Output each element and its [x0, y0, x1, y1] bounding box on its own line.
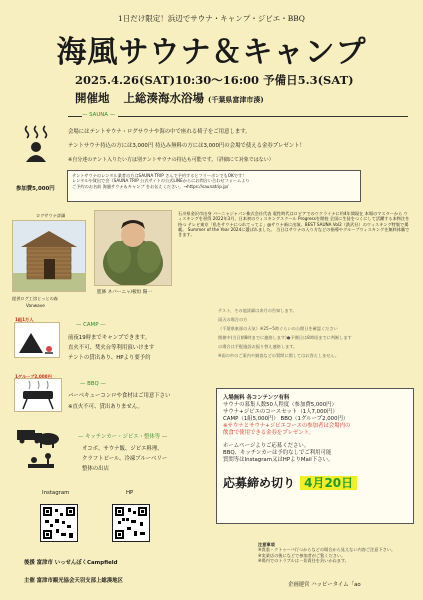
info-line-1: テスト、その他詳細は来月の告知します。 [218, 308, 297, 313]
log-sauna-caption-sub: Vanwave [26, 303, 45, 308]
hp-qr-code[interactable] [112, 504, 150, 542]
boar-icon [34, 430, 62, 448]
organizer-line: 主催 富津市観光協会天羽支部上総湊地区 [24, 578, 123, 584]
note-3: ※場内でのトラブルは一切責任を負いかねます。 [258, 558, 349, 564]
camp-line-1: 前夜19時までキャンプできます。 [68, 335, 151, 341]
gibier-heading: — キッチンカー・ジビエ・整体等 — [78, 434, 168, 440]
instagram-qr-code[interactable] [40, 504, 78, 542]
bbq-illustration [14, 378, 62, 412]
deadline-date: 4月20日 [300, 476, 357, 490]
log-sauna-photo [12, 220, 86, 292]
event-subtitle: 1日だけ限定！浜辺でサウナ・キャンプ・ジビエ・BBQ [118, 14, 305, 23]
pricing-line-3: サウナ+ジビエのコースセット（1人7,000円） [223, 409, 338, 415]
pricing-line-8: BBQ、キッチンカーは予約なしでご利用可能 [223, 450, 332, 456]
note-2: ※実業店の後になどで参加者がご覧ください。 [258, 552, 346, 558]
sauna-rental-note-box [67, 170, 361, 202]
log-sauna-caption-bottom: 提供ログ工房とっとの森 [12, 296, 58, 301]
log-sauna-caption-top: ログサウナ詳細 [36, 213, 66, 218]
massage-icon [26, 452, 56, 472]
sauna-line-1: 会場にはテントサウナ・ログサウナや海の中で座れる椅子をご用意します。 [68, 129, 251, 135]
bbq-heading: — BBQ — [80, 381, 106, 387]
camp-price-label: 1組1万人 [15, 317, 34, 322]
gibier-line-2: クラフトビール、冷凍ブルーベリー [82, 456, 168, 462]
pricing-line-9: 質問等はInstagram又はHPよりMail下さい。 [223, 457, 334, 463]
supervisor-caption: 監修 ネバーニャ/板垣 陽一 [97, 290, 152, 295]
note-1: ※貴重・クトゥーバ行つからなどの場合から見えない内容ご注意下さい。 [258, 547, 396, 553]
venue-name: 上総湊海水浴場 [123, 91, 205, 105]
deadline-label: 応募締め切り [223, 476, 296, 490]
info-line-5: の場合は手配施設お振り替え連絡します。 [218, 344, 298, 349]
sauna-icon [18, 124, 54, 162]
camp-heading: — CAMP — [76, 322, 106, 328]
info-line-2: 雨天の場合の方 [218, 317, 248, 322]
pricing-line-5: ※サウナとサウナ+ジビエコースの参加者は会場内の [223, 423, 351, 429]
event-date: 2025.4.26(SAT)10:30～16:00 予備日5.3(SAT) [75, 73, 354, 87]
hp-label: HP [126, 490, 134, 496]
pricing-line-1: 入場無料 各コンテンツ有料 [223, 395, 290, 401]
info-line-3: （千葉県東部の天気）※25~5時ぐらいの公開日を確認ください [218, 326, 338, 331]
pricing-line-7: ホームページよりご応募ください。 [223, 443, 310, 449]
supervisor-bio: 石川県金沢市出身 バーニャジャパン株式会社代表 電性時代はロビアでのウクライナに約4年間現在 本場のマスターから ウィスキングを習得 2022年3月、日本初のウィスキングスクール Progressを開校 全国に生徒をつくにして活躍する本物注を持つ テレビ東京「私をサウナにつれてってよ」@サウナ新に出演。BEST SAUNA Vol2（鉄武社）のウィスキング特集で掲載。 Summer of the Year 2024に選ばれました。 当日はサウナの入り方などの指導やグループウィスキングを無料体験できます。 [178, 211, 410, 238]
venue-note: (千葉県富津市湊) [208, 95, 264, 104]
camp-illustration [14, 322, 60, 358]
notes-title: 注意事項 [258, 542, 275, 547]
pricing-box [216, 388, 414, 524]
pricing-line-2: サウナの募集人数50人程度（参加費5,000円） [223, 402, 337, 408]
info-line-4: 開催中(当日朝8時までに連絡します)●予備日は8時頃までに判断します [218, 335, 352, 340]
planner-line: 企画運営 ハッピータイム「ao [288, 582, 361, 588]
gibier-line-1: オコボ、サウナ飯、ジビエ料理、 [82, 446, 163, 452]
event-title: 海風サウナ＆キャンプ [56, 35, 367, 70]
bbq-line-1: バーベキューコンロや食材はご用意下さい [68, 393, 171, 399]
bbq-price-label: 1グループ2,000円 [15, 374, 52, 379]
sauna-note-2: レンタルや貸出で会（SAUNA TRIP 公式サイトの公式LINEからにお問合い合わせフォームより [72, 178, 250, 184]
camp-line-2: 直火不可、焚火台等利用頂いけます [68, 345, 155, 351]
camp-line-3: テントの貸出あり、HPより要予約 [68, 355, 151, 361]
sauna-heading: — SAUNA — [82, 112, 116, 118]
bbq-line-2: ※直火不可、貸出ありません。 [68, 404, 143, 410]
notes-block [258, 542, 418, 564]
info-box [218, 306, 414, 360]
sauna-line-3: ※自分達のテント入りたい方は別テントサウナの持込も可能です。（詳細にて対象ではない） [68, 157, 274, 163]
pricing-line-4: CAMP（1組5,000円） BBQ（1グループ2,000円） [223, 416, 349, 422]
event-venue [75, 90, 264, 106]
sauna-note-3: ご予約のお名前 海風サウナ＆キャンプ をお伝えください。→https://saunatrip.jp/ [72, 183, 229, 189]
instagram-label: Instagram [42, 490, 70, 496]
pricing-line-6: 飲食で使用できる金券をプレゼント。 [223, 430, 314, 436]
venue-label: 開催地 [75, 91, 110, 105]
sauna-divider-right [118, 116, 408, 117]
sauna-fee: 参加費5,000円 [16, 186, 55, 192]
sponsor-line: 後援 富津市 いっせんぼくCampfield [24, 560, 118, 566]
sauna-note-1: テントサウナのレンタル業者の方はSAUNA TRIP さんで予約するとフリーボンでもOKです！ [72, 173, 247, 178]
supervisor-photo [94, 210, 172, 286]
sauna-line-2: テントサウナ持込の方には3,000円 持込み無料の方には3,000円の会場で使える金券プレゼント！ [68, 143, 305, 149]
info-line-6: ※雨の中のご案内や調査などの質問に関してはお答えしません。 [218, 353, 340, 358]
sauna-divider-left [68, 116, 82, 117]
gibier-line-3: 整体の出店 [82, 466, 109, 472]
deadline [223, 472, 407, 491]
